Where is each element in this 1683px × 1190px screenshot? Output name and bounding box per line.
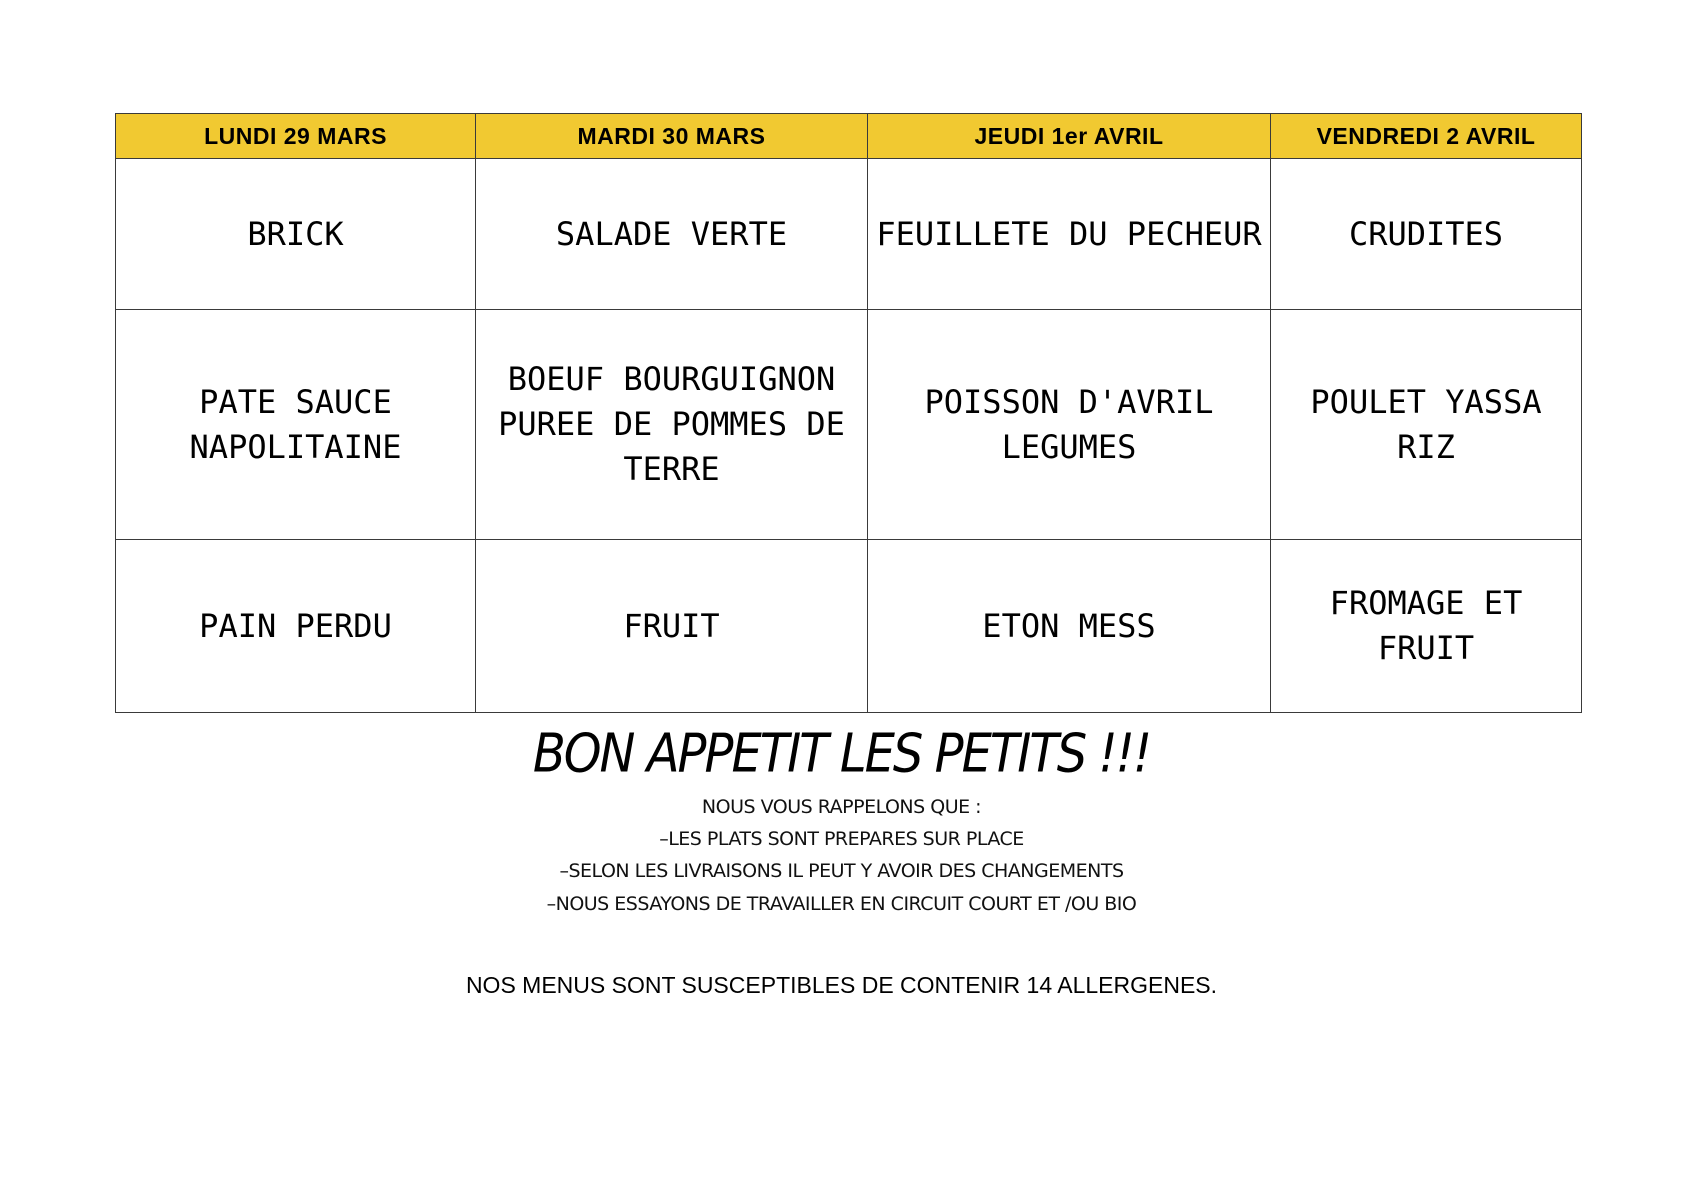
main-thursday: POISSON D'AVRIL LEGUMES xyxy=(868,310,1271,540)
menu-table xyxy=(115,113,1582,713)
dessert-row xyxy=(116,540,1582,713)
day-header-thursday: JEUDI 1er AVRIL xyxy=(868,114,1271,159)
reminder-intro: NOUS VOUS RAPPELONS QUE : xyxy=(701,796,982,818)
starter-row xyxy=(116,159,1582,310)
dessert-friday: FROMAGE ET FRUIT xyxy=(1271,540,1582,713)
dessert-monday: PAIN PERDU xyxy=(116,540,476,713)
starter-thursday: FEUILLETE DU PECHEUR xyxy=(868,159,1271,310)
day-header-friday: VENDREDI 2 AVRIL xyxy=(1271,114,1582,159)
reminder-note-text: SELON LES LIVRAISONS IL PEUT Y AVOIR DES CHANGEMENTS xyxy=(568,860,1124,882)
main-tuesday: BOEUF BOURGUIGNON PUREE DE POMMES DE TERRE xyxy=(476,310,868,540)
main-course-row xyxy=(116,310,1582,540)
reminder-note-text: LES PLATS SONT PREPARES SUR PLACE xyxy=(668,828,1024,850)
starter-tuesday: SALADE VERTE xyxy=(476,159,868,310)
starter-monday: BRICK xyxy=(116,159,476,310)
allergen-notice: NOS MENUS SONT SUSCEPTIBLES DE CONTENIR 14 ALLERGENES. xyxy=(465,972,1218,998)
day-header-monday: LUNDI 29 MARS xyxy=(116,114,476,159)
reminder-note xyxy=(0,860,1683,882)
dessert-thursday: ETON MESS xyxy=(868,540,1271,713)
bullet-dash: – xyxy=(546,893,556,915)
bullet-dash: – xyxy=(659,828,669,850)
day-header-tuesday: MARDI 30 MARS xyxy=(476,114,868,159)
starter-friday: CRUDITES xyxy=(1271,159,1582,310)
reminder-note xyxy=(0,828,1683,850)
reminder-note xyxy=(0,893,1683,915)
reminder-note-text: NOUS ESSAYONS DE TRAVAILLER EN CIRCUIT COURT ET /OU BIO xyxy=(555,893,1137,915)
main-friday: POULET YASSA RIZ xyxy=(1271,310,1582,540)
main-monday: PATE SAUCE NAPOLITAINE xyxy=(116,310,476,540)
bullet-dash: – xyxy=(559,860,569,882)
bon-appetit-slogan: BON APPETIT LES PETITS !!! xyxy=(532,722,1151,785)
dessert-tuesday: FRUIT xyxy=(476,540,868,713)
header-row xyxy=(116,114,1582,159)
